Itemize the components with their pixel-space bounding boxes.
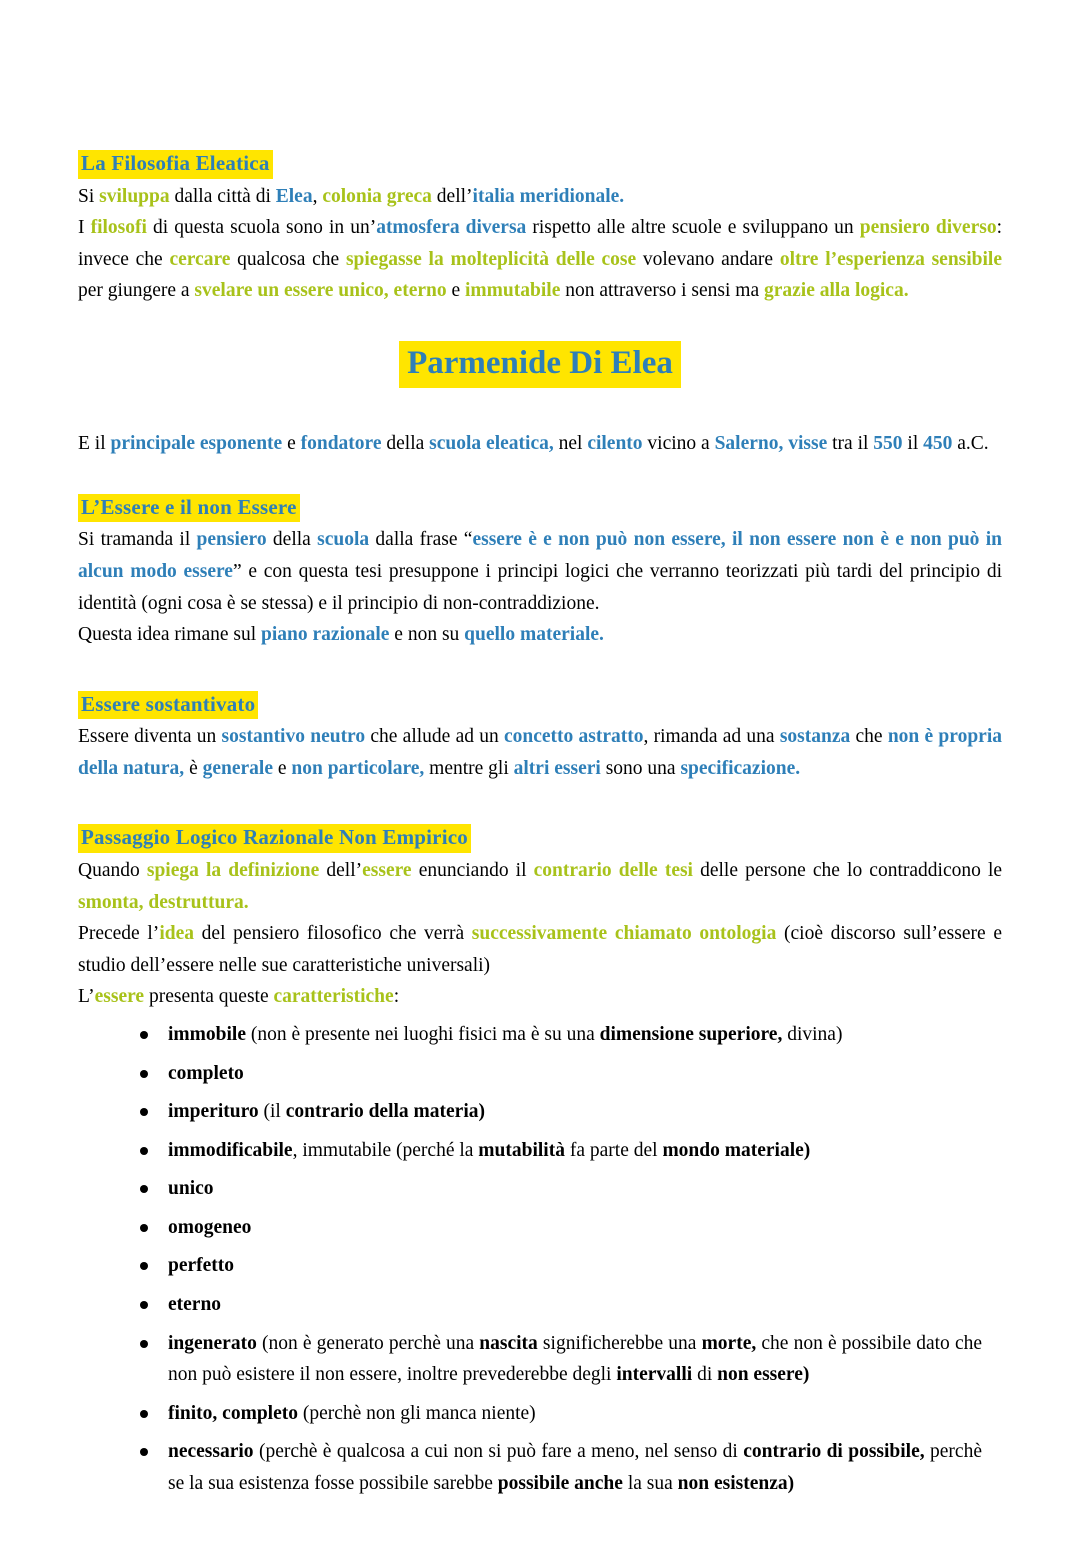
text-run: Si xyxy=(78,185,100,207)
list-item xyxy=(168,1250,1002,1282)
text-run: presenta queste xyxy=(144,986,274,1008)
text-run: : invece che xyxy=(78,217,1002,270)
paragraph xyxy=(78,918,1002,981)
text-run: non particolare, xyxy=(291,757,425,779)
text-run: intervalli xyxy=(616,1364,693,1386)
list-item xyxy=(168,1058,1002,1090)
text-run: volevano andare xyxy=(636,248,780,270)
list-item xyxy=(168,1212,1002,1244)
document-title-wrap xyxy=(78,341,1002,388)
text-run: e non su xyxy=(389,624,465,646)
text-run: principale esponente xyxy=(110,433,283,455)
text-run: del pensiero filosofico che verrà xyxy=(193,923,472,945)
text-run: che non è possibile dato che non può esistere il non essere, inoltre prevederebbe degli xyxy=(168,1332,983,1386)
list-item xyxy=(168,1436,1002,1499)
text-run: e xyxy=(446,280,466,302)
text-run: non essere) xyxy=(717,1364,810,1386)
paragraph xyxy=(78,524,1002,619)
text-run: pensiero diverso xyxy=(859,217,997,239)
text-run: 550 xyxy=(873,433,903,455)
list-item xyxy=(168,1328,1002,1391)
text-run: a.C. xyxy=(952,433,989,455)
text-run: nascita xyxy=(479,1332,538,1354)
text-run: Essere diventa un xyxy=(78,726,222,748)
text-run: Si tramanda il xyxy=(78,529,197,551)
text-run: scuola eleatica, xyxy=(429,433,554,455)
text-run: e xyxy=(272,757,292,779)
list-item xyxy=(168,1135,1002,1167)
text-run: caratteristiche xyxy=(273,986,394,1008)
text-run: completo xyxy=(168,1062,244,1084)
text-run: rispetto alle altre scuole e sviluppano un xyxy=(526,217,860,239)
text-run: Precede l’ xyxy=(78,923,160,945)
text-run: sostanza xyxy=(779,726,851,748)
text-run: (non è presente nei luoghi fisici ma è su una xyxy=(246,1023,600,1045)
text-run: contrario delle tesi xyxy=(533,860,693,882)
text-run: unico xyxy=(168,1178,214,1200)
text-run: L’ xyxy=(78,986,95,1008)
paragraph xyxy=(78,181,1002,213)
text-run: altri esseri xyxy=(513,757,601,779)
text-run: Questa idea rimane sul xyxy=(78,624,262,646)
text-run: mondo materiale) xyxy=(662,1139,811,1161)
text-run: pensiero xyxy=(196,529,267,551)
text-run: Quando xyxy=(78,860,147,882)
text-run: non esistenza) xyxy=(677,1472,795,1494)
list-item xyxy=(168,1173,1002,1205)
text-run: immutabile xyxy=(465,280,561,302)
text-run: e xyxy=(282,433,301,455)
paragraph xyxy=(78,855,1002,918)
section-heading-wrap xyxy=(78,824,1002,853)
text-run: per giungere a xyxy=(78,280,195,302)
text-run: italia meridionale. xyxy=(472,185,625,207)
text-run: nel xyxy=(553,433,588,455)
text-run: I xyxy=(78,217,91,239)
text-run: sviluppa xyxy=(99,185,170,207)
text-run: 450 xyxy=(923,433,953,455)
text-run: contrario della materia) xyxy=(285,1101,485,1123)
text-run: enunciando il xyxy=(411,860,534,882)
text-run: necessario xyxy=(168,1441,254,1463)
text-run: filosofi xyxy=(90,217,147,239)
text-run: colonia greca xyxy=(322,185,432,207)
text-run: svelare un essere unico, eterno xyxy=(194,280,447,302)
text-run: , xyxy=(312,185,323,207)
section-heading: Essere sostantivato xyxy=(78,691,258,720)
text-run: tra il xyxy=(827,433,874,455)
text-run: morte, xyxy=(701,1332,757,1354)
text-run: imperituro xyxy=(168,1101,259,1123)
text-run: : xyxy=(393,986,400,1008)
intro-paragraph xyxy=(78,428,1002,460)
text-run: piano razionale xyxy=(261,624,390,646)
list-item xyxy=(168,1289,1002,1321)
text-run: perfetto xyxy=(168,1255,235,1277)
list-item xyxy=(168,1096,1002,1128)
text-run: cilento xyxy=(587,433,643,455)
text-run: possibile anche xyxy=(497,1472,623,1494)
text-run: della xyxy=(266,529,318,551)
text-run: (il xyxy=(258,1101,286,1123)
text-run: fa parte del xyxy=(564,1139,663,1161)
text-run: smonta, destruttura. xyxy=(78,891,249,913)
text-run: immodificabile xyxy=(168,1139,293,1161)
text-run: scuola xyxy=(317,529,370,551)
text-run: ingenerato xyxy=(168,1332,257,1354)
text-run: che xyxy=(850,726,888,748)
text-run: concetto astratto xyxy=(503,726,644,748)
paragraph xyxy=(78,981,1002,1013)
text-run: è xyxy=(184,757,203,779)
text-run: essere xyxy=(94,986,145,1008)
text-run: delle persone che lo contraddicono le xyxy=(692,860,1003,882)
text-run: grazie alla logica. xyxy=(763,280,909,302)
text-run: mutabilità xyxy=(478,1139,565,1161)
section-heading: L’Essere e il non Essere xyxy=(78,494,300,523)
paragraph xyxy=(78,721,1002,784)
section-filosofia-eleatica xyxy=(78,150,1002,307)
text-run: idea xyxy=(159,923,194,945)
text-run: perchè se la sua esistenza fosse possibile sarebbe xyxy=(168,1441,982,1494)
text-run: essere è e non può non essere, il non essere non è e non può in alcun modo essere xyxy=(78,529,1002,582)
text-run: sostantivo neutro xyxy=(221,726,366,748)
paragraph xyxy=(78,619,1002,651)
text-run: atmosfera diversa xyxy=(376,217,527,239)
text-run: spiegasse la molteplicità delle cose xyxy=(345,248,637,270)
text-run: ” e con questa tesi presuppone i principi logici che verranno teorizzati più tardi del principio di identità (ogni cosa è se stessa) e il principio di non-contraddizione. xyxy=(78,560,1002,614)
section-essere-non-essere xyxy=(78,494,1002,651)
text-run: generale xyxy=(202,757,273,779)
text-run: E il xyxy=(78,433,111,455)
page-title: Parmenide Di Elea xyxy=(399,341,681,388)
text-run: essere xyxy=(362,860,412,882)
text-run: mentre gli xyxy=(424,757,514,779)
text-run: oltre l’esperienza sensibile xyxy=(779,248,1003,270)
text-run: sono una xyxy=(600,757,681,779)
text-run: la sua xyxy=(622,1472,678,1494)
text-run: significherebbe una xyxy=(537,1332,702,1354)
text-run: contrario di possibile, xyxy=(743,1441,925,1463)
text-run: cercare xyxy=(169,248,231,270)
text-run: di questa scuola sono in un’ xyxy=(146,217,377,239)
list-item xyxy=(168,1398,1002,1430)
text-run: il xyxy=(902,433,924,455)
text-run: di xyxy=(692,1364,718,1386)
text-run: dalla città di xyxy=(169,185,276,207)
text-run: qualcosa che xyxy=(230,248,346,270)
characteristics-list xyxy=(78,1019,1002,1500)
section-heading: Passaggio Logico Razionale Non Empirico xyxy=(78,824,471,853)
text-run: dimensione superiore, xyxy=(599,1023,783,1045)
text-run: , immutabile (perché la xyxy=(292,1139,479,1161)
text-run: eterno xyxy=(168,1293,222,1315)
text-run: divina) xyxy=(782,1023,843,1045)
section-essere-sostantivato xyxy=(78,691,1002,785)
paragraph xyxy=(78,212,1002,307)
section-heading-wrap xyxy=(78,691,1002,720)
text-run: dell’ xyxy=(319,860,363,882)
text-run: Elea xyxy=(275,185,313,207)
text-run: immobile xyxy=(168,1023,246,1045)
text-run: (non è generato perchè una xyxy=(256,1332,480,1354)
section-heading-wrap xyxy=(78,150,1002,179)
text-run: finito, completo xyxy=(168,1402,298,1424)
list-item xyxy=(168,1019,1002,1051)
text-run: vicino a xyxy=(642,433,715,455)
text-run: non attraverso i sensi ma xyxy=(560,280,764,302)
text-run: non è propria della natura, xyxy=(78,726,1002,779)
text-run: omogeneo xyxy=(168,1216,252,1238)
section-heading: La Filosofia Eleatica xyxy=(78,150,273,179)
text-run: (perchè è qualcosa a cui non si può fare a meno, nel senso di xyxy=(253,1441,744,1463)
text-run: successivamente chiamato ontologia xyxy=(471,923,777,945)
text-run: (cioè discorso sull’essere e studio dell’essere nelle sue caratteristiche universali) xyxy=(78,923,1002,976)
section-heading-wrap xyxy=(78,494,1002,523)
section-passaggio-logico xyxy=(78,824,1002,1499)
text-run: dell’ xyxy=(431,185,473,207)
text-run: dalla frase “ xyxy=(369,529,473,551)
text-run: che allude ad un xyxy=(365,726,504,748)
text-run: spiega la definizione xyxy=(146,860,320,882)
text-run: , rimanda ad una xyxy=(643,726,780,748)
text-run: quello materiale. xyxy=(464,624,604,646)
text-run: della xyxy=(381,433,430,455)
text-run: Salerno, visse xyxy=(714,433,828,455)
text-run: specificazione. xyxy=(680,757,801,779)
text-run: fondatore xyxy=(300,433,382,455)
text-run: (perchè non gli manca niente) xyxy=(297,1402,536,1424)
